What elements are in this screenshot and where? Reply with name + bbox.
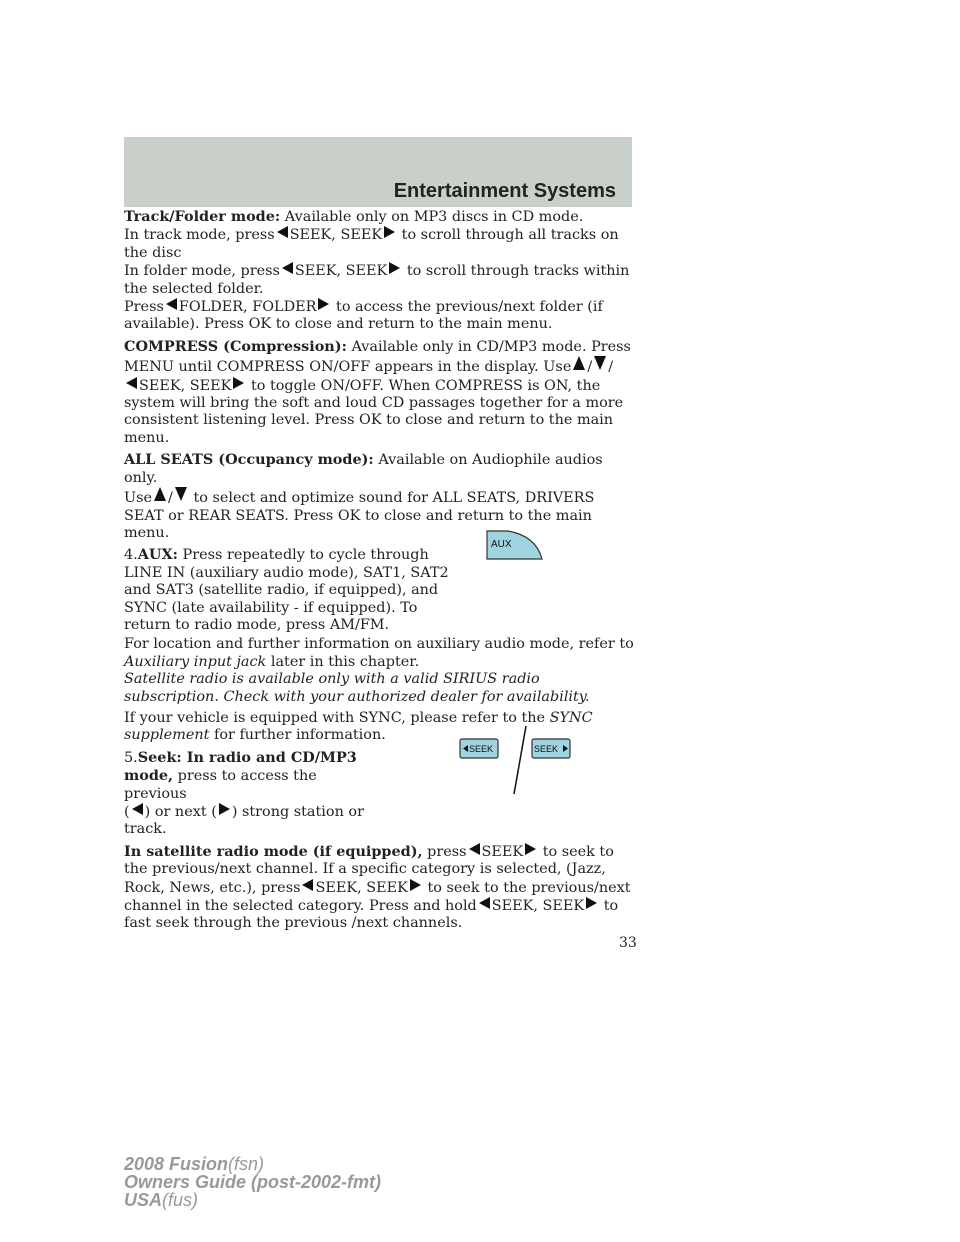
footer: 2008 Fusion(fsn) Owners Guide (post-2002-fmt) USA(fus) — [124, 1154, 382, 1210]
aux-paragraph: 4.AUX: Press repeatedly to cycle through LINE IN (auxiliary audio mode), SAT1, SAT2 and SAT3 (satellite radio, if equipped), and SYNC (late availability - if equipped). To return to radio mode, press AM/FM. — [124, 546, 449, 633]
down-arrow-icon — [175, 487, 187, 501]
down-arrow-icon — [594, 356, 606, 370]
seek-buttons-icon — [459, 718, 575, 802]
seek-right-arrow-icon — [410, 879, 421, 891]
seek-right-arrow-icon — [586, 897, 597, 909]
folder-right-arrow-icon — [318, 298, 329, 310]
seek-left-arrow-icon — [302, 879, 313, 891]
seek-left-arrow-icon — [469, 843, 480, 855]
page-body — [124, 208, 636, 937]
seek-right-arrow-icon — [233, 377, 244, 389]
up-arrow-icon — [573, 356, 585, 370]
section-title: Entertainment Systems — [393, 180, 616, 202]
aux-button-icon — [486, 530, 544, 560]
up-arrow-icon — [154, 487, 166, 501]
seek-left-label: SEEK — [469, 744, 494, 754]
aux-button-label: AUX — [491, 539, 512, 550]
seek-paragraph: 5.Seek: In radio and CD/MP3 mode, press to access the previous ( ) or next ( ) strong station or track. — [124, 748, 364, 838]
aux-reference: For location and further information on auxiliary audio mode, refer to Auxiliary input jack later in this chapter. Satellite radio is available only with a valid SIRIUS radio subscription. Check with your authorized dealer for availability. — [124, 636, 634, 705]
seek-left-arrow-icon — [277, 226, 288, 238]
compress-paragraph: COMPRESS (Compression): Available only in CD/MP3 mode. Press MENU until COMPRESS ON/OFF appears in the display. Use / / SEEK, SEEK to toggle ON/OFF. When COMPRESS is ON, the system will bring the soft and loud CD passages together for a more consistent listening level. Press OK to close and return to the main menu. — [124, 337, 631, 446]
track-mode-paragraph: Track/Folder mode: Available only on MP3 discs in CD mode. In track mode, press SEEK, SEEK to scroll through all tracks on the disc In folder mode, press SEEK, SEEK to scroll through tracks within the selected folder. Press FOLDER, FOLDER to access the previous/next folder (if available). Press OK to close and return to the main menu. — [124, 208, 630, 333]
seek-right-arrow-icon — [389, 262, 400, 274]
seek-left-arrow-icon — [282, 262, 293, 274]
seek-left-arrow-icon — [126, 377, 137, 389]
seek-right-arrow-icon — [525, 843, 536, 855]
satellite-paragraph: In satellite radio mode (if equipped), press SEEK to seek to the previous/next channel. If a specific category is selected, (Jazz, Rock, News, etc.), press SEEK, SEEK to seek to the previous/next channel in the selected category. Press and hold SEEK, SEEK to fast seek through the previous /next channels. — [124, 842, 631, 932]
seek-right-arrow-icon — [384, 226, 395, 238]
previous-arrow-icon — [132, 803, 143, 815]
divider-line — [514, 726, 526, 794]
sync-paragraph: If your vehicle is equipped with SYNC, please refer to the SYNC supplement for further information. — [124, 709, 593, 744]
all-seats-paragraph: ALL SEATS (Occupancy mode): Available on Audiophile audios only. Use / to select and optimize sound for ALL SEATS, DRIVERS SEAT or REAR SEATS. Press OK to close and return to the main menu. — [124, 451, 603, 541]
folder-left-arrow-icon — [166, 298, 177, 310]
seek-left-arrow-icon — [479, 897, 490, 909]
page-number: 33 — [619, 935, 637, 951]
next-arrow-icon — [219, 803, 230, 815]
seek-right-label: SEEK — [534, 744, 559, 754]
section-header — [124, 137, 632, 207]
